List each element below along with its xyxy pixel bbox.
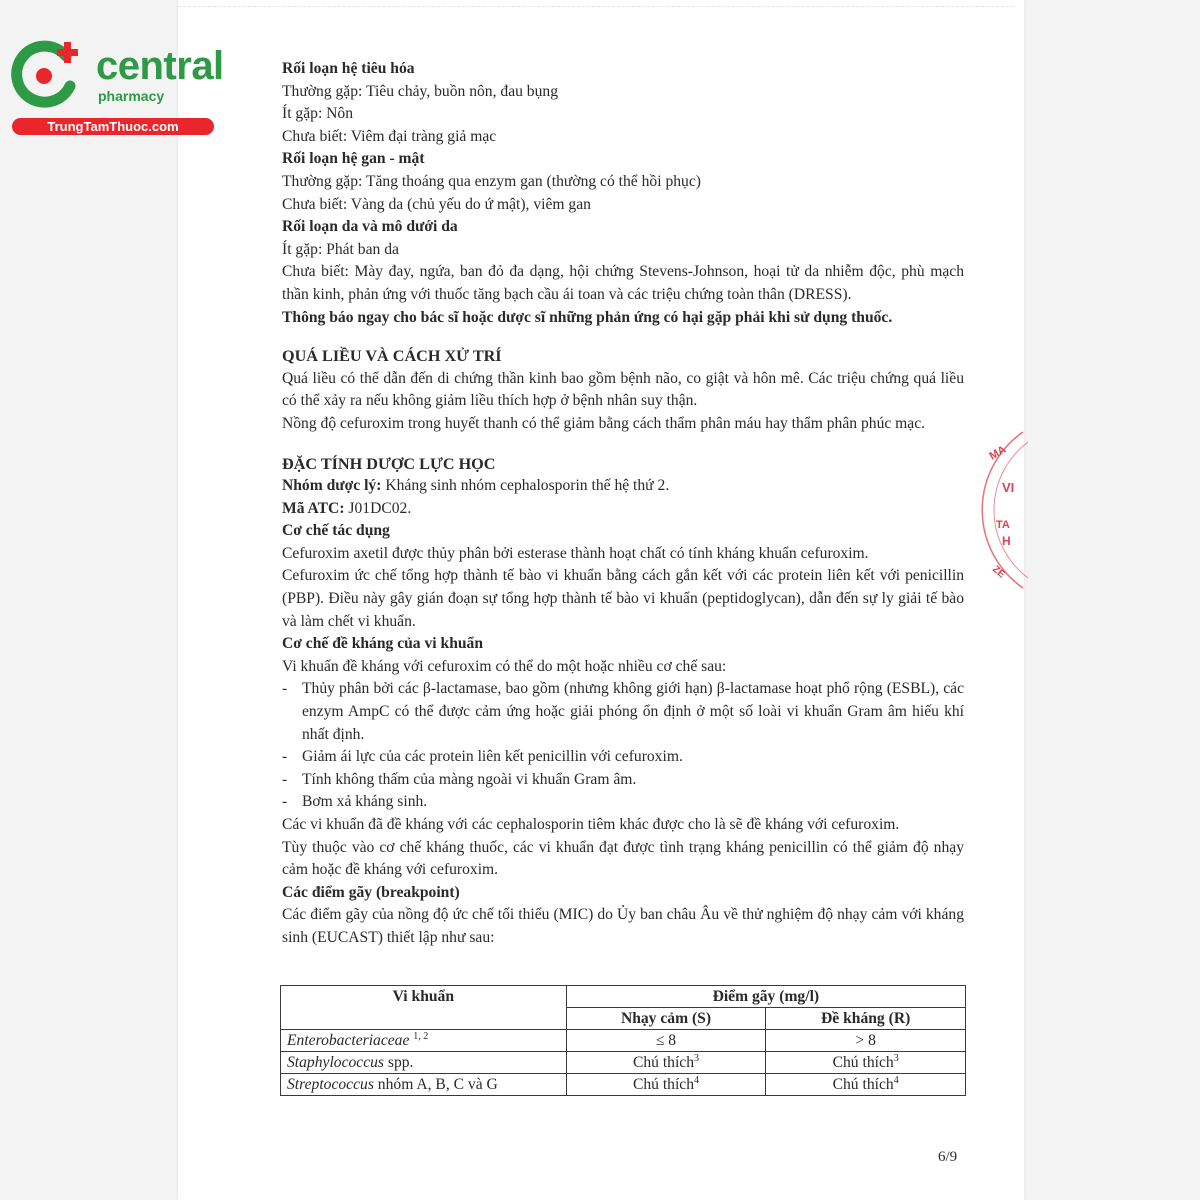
- hepatobiliary-heading: Rối loạn hệ gan - mật: [282, 150, 425, 168]
- page-number: 6/9: [938, 1149, 958, 1165]
- footnote-ref: 4: [694, 1074, 700, 1086]
- susceptible-cell: [566, 1052, 766, 1074]
- table-row: [281, 1074, 966, 1096]
- atc-code-value: J01DC02.: [344, 499, 412, 517]
- susceptible-cell: [566, 1030, 766, 1052]
- section-spacer: [282, 436, 964, 453]
- footnote-ref: 3: [694, 1052, 700, 1064]
- table-row: [281, 1030, 966, 1052]
- organism-suffix: spp.: [384, 1054, 414, 1071]
- pharmacologic-group-value: Kháng sinh nhóm cephalosporin thế hệ thứ 2.: [381, 477, 670, 495]
- organism-name: Staphylococcus: [287, 1054, 384, 1071]
- document-body: [282, 58, 964, 950]
- mechanism-paragraph-1: Cefuroxim axetil được thủy phân bởi esterase thành hoạt chất có tính kháng khuẩn cefuroxim.: [282, 544, 869, 562]
- resistance-paragraph-2: Tùy thuộc vào cơ chế kháng thuốc, các vi khuẩn đạt được tình trạng kháng penicillin có thể giảm độ nhạy cảm hoặc đề kháng với cefuroxim.: [282, 838, 964, 879]
- footnote-ref: 3: [893, 1052, 899, 1064]
- cell-value: ≤ 8: [655, 1032, 677, 1049]
- resistance-mechanism-list: [282, 678, 964, 814]
- column-header-breakpoint: Điểm gãy (mg/l): [566, 986, 965, 1008]
- breakpoint-intro: Các điểm gãy của nồng độ ức chế tối thiểu (MIC) do Ủy ban châu Âu về thử nghiệm độ nhạy cảm với kháng sinh (EUCAST) thiết lập như sau:: [282, 906, 964, 946]
- atc-code-label: Mã ATC:: [282, 499, 345, 517]
- footnote-ref: 4: [893, 1074, 899, 1086]
- breakpoint-table: [280, 985, 966, 1096]
- list-item: - Thủy phân bởi các β-lactamase, bao gồm (nhưng không giới hạn) β-lactamase hoạt phổ rộng (ESBL), các enzym AmpC có thể được cảm ứng hoặc giải phóng ổn định ở một số loài vi khuẩn Gram âm hiếu khí nhất định.: [282, 680, 964, 743]
- list-item-text: Thủy phân bởi các β-lactamase, bao gồm (nhưng không giới hạn) β-lactamase hoạt phổ rộng (ESBL), các enzym AmpC có thể được cảm ứng hoặc giải phóng ổn định ở một số loài vi khuẩn Gram âm hiếu khí nhất định.: [302, 680, 964, 743]
- page-top-rule: [178, 6, 1014, 7]
- susceptible-cell: [566, 1074, 766, 1096]
- gi-common-line: Thường gặp: Tiêu chảy, buồn nôn, đau bụng: [282, 82, 558, 100]
- footnote-ref: 1, 2: [413, 1030, 429, 1042]
- pharmacologic-group-line: [282, 475, 964, 498]
- overdose-paragraph-1: Quá liều có thể dẫn đến di chứng thần kinh bao gồm bệnh não, co giật và hôn mê. Các triệu chứng quá liều có thể xảy ra nếu không giảm liều thích hợp ở bệnh nhân suy thận.: [282, 369, 964, 410]
- gi-unknown-line: Chưa biết: Viêm đại tràng giả mạc: [282, 127, 497, 145]
- organism-cell: [281, 1052, 567, 1074]
- central-pharmacy-logo[interactable]: [8, 38, 224, 138]
- hepatobiliary-unknown-line: Chưa biết: Vàng da (chủ yếu do ứ mật), viêm gan: [282, 195, 591, 213]
- organism-cell: [281, 1030, 567, 1052]
- resistance-intro: Vi khuẩn đề kháng với cefuroxim có thể do một hoặc nhiều cơ chế sau:: [282, 657, 727, 675]
- resistance-paragraph-1: Các vi khuẩn đã đề kháng với các cephalosporin tiêm khác được cho là sẽ đề kháng với cefuroxim.: [282, 816, 900, 833]
- logo-url-badge[interactable]: TrungTamThuoc.com: [12, 118, 214, 135]
- pharmacy-c-cross-icon: [8, 38, 88, 108]
- logo-wordmark: central: [96, 44, 224, 88]
- stamp-text-3: TA: [996, 519, 1010, 531]
- atc-code-line: [282, 498, 964, 521]
- organism-suffix: nhóm A, B, C và G: [373, 1076, 498, 1093]
- stamp-text-1: MA: [987, 443, 1009, 463]
- breakpoint-heading: Các điểm gãy (breakpoint): [282, 883, 460, 901]
- resistance-heading: Cơ chế đề kháng của vi khuẩn: [282, 635, 484, 653]
- resistant-cell: [766, 1052, 966, 1074]
- mechanism-heading: Cơ chế tác dụng: [282, 522, 390, 540]
- column-header-organism: Vi khuẩn: [281, 986, 567, 1030]
- skin-uncommon-line: Ít gặp: Phát ban da: [282, 240, 399, 258]
- list-item: - Giảm ái lực của các protein liên kết penicillin với cefuroxim.: [282, 748, 683, 766]
- cell-value: > 8: [855, 1032, 876, 1049]
- gi-uncommon-line: Ít gặp: Nôn: [282, 105, 354, 123]
- overdose-heading: QUÁ LIỀU VÀ CÁCH XỬ TRÍ: [282, 347, 502, 366]
- list-item-text: Tính không thấm của màng ngoài vi khuẩn Gram âm.: [302, 770, 637, 788]
- list-item: - Tính không thấm của màng ngoài vi khuẩn Gram âm.: [282, 770, 637, 788]
- column-header-susceptible: Nhạy cảm (S): [566, 1008, 766, 1030]
- cell-value: Chú thích: [632, 1054, 695, 1071]
- table-header-row: [281, 986, 966, 1008]
- organism-name: Enterobacteriaceae: [287, 1032, 410, 1049]
- organism-cell: [281, 1074, 567, 1096]
- list-item-text: Giảm ái lực của các protein liên kết penicillin với cefuroxim.: [302, 748, 683, 766]
- pharmacodynamics-heading: ĐẶC TÍNH DƯỢC LỰC HỌC: [282, 454, 496, 473]
- hepatobiliary-common-line: Thường gặp: Tăng thoáng qua enzym gan (thường có thể hồi phục): [282, 172, 701, 190]
- resistant-cell: [766, 1030, 966, 1052]
- mechanism-paragraph-2: Cefuroxim ức chế tổng hợp thành tế bào vi khuẩn bằng cách gắn kết với các protein liên kết với penicillin (PBP). Điều này gây gián đoạn sự tổng hợp thành tế bào vi khuẩn (peptidoglycan), dẫn đến sự ly giải tế bào và làm chết vi khuẩn.: [282, 567, 964, 630]
- logo-subtitle: pharmacy: [98, 88, 165, 104]
- cell-value: Chú thích: [832, 1076, 894, 1093]
- section-spacer: [282, 329, 964, 345]
- stamp-text-2: VI: [1002, 480, 1015, 495]
- cell-value: Chú thích: [832, 1054, 894, 1071]
- gi-disorders-heading: Rối loạn hệ tiêu hóa: [282, 60, 415, 77]
- skin-disorders-heading: Rối loạn da và mô dưới da: [282, 218, 458, 236]
- stamp-text-5: ZE: [990, 563, 1007, 581]
- organism-name: Streptococcus: [287, 1076, 374, 1093]
- stamp-text-4: H: [1002, 534, 1011, 548]
- column-header-resistant: Đề kháng (R): [766, 1008, 966, 1030]
- red-stamp-fragment: [978, 430, 1028, 590]
- adverse-notice: Thông báo ngay cho bác sĩ hoặc dược sĩ những phản ứng có hại gặp phải khi sử dụng thuốc.: [282, 308, 893, 326]
- pharmacologic-group-label: Nhóm dược lý:: [282, 477, 382, 495]
- list-item-text: Bơm xả kháng sinh.: [302, 793, 428, 811]
- skin-unknown-paragraph: Chưa biết: Mày đay, ngứa, ban đỏ đa dạng, hội chứng Stevens-Johnson, hoại tử da nhiễm độc, phù mạch thần kinh, phản ứng với thuốc tăng bạch cầu ái toan và các triệu chứng toàn thân (DRESS).: [282, 263, 964, 303]
- resistant-cell: [766, 1074, 966, 1096]
- cell-value: Chú thích: [632, 1076, 695, 1093]
- overdose-paragraph-2: Nồng độ cefuroxim trong huyết thanh có thể giảm bằng cách thẩm phân máu hay thẩm phân phúc mạc.: [282, 414, 926, 432]
- table-row: [281, 1052, 966, 1074]
- list-item: - Bơm xả kháng sinh.: [282, 793, 428, 811]
